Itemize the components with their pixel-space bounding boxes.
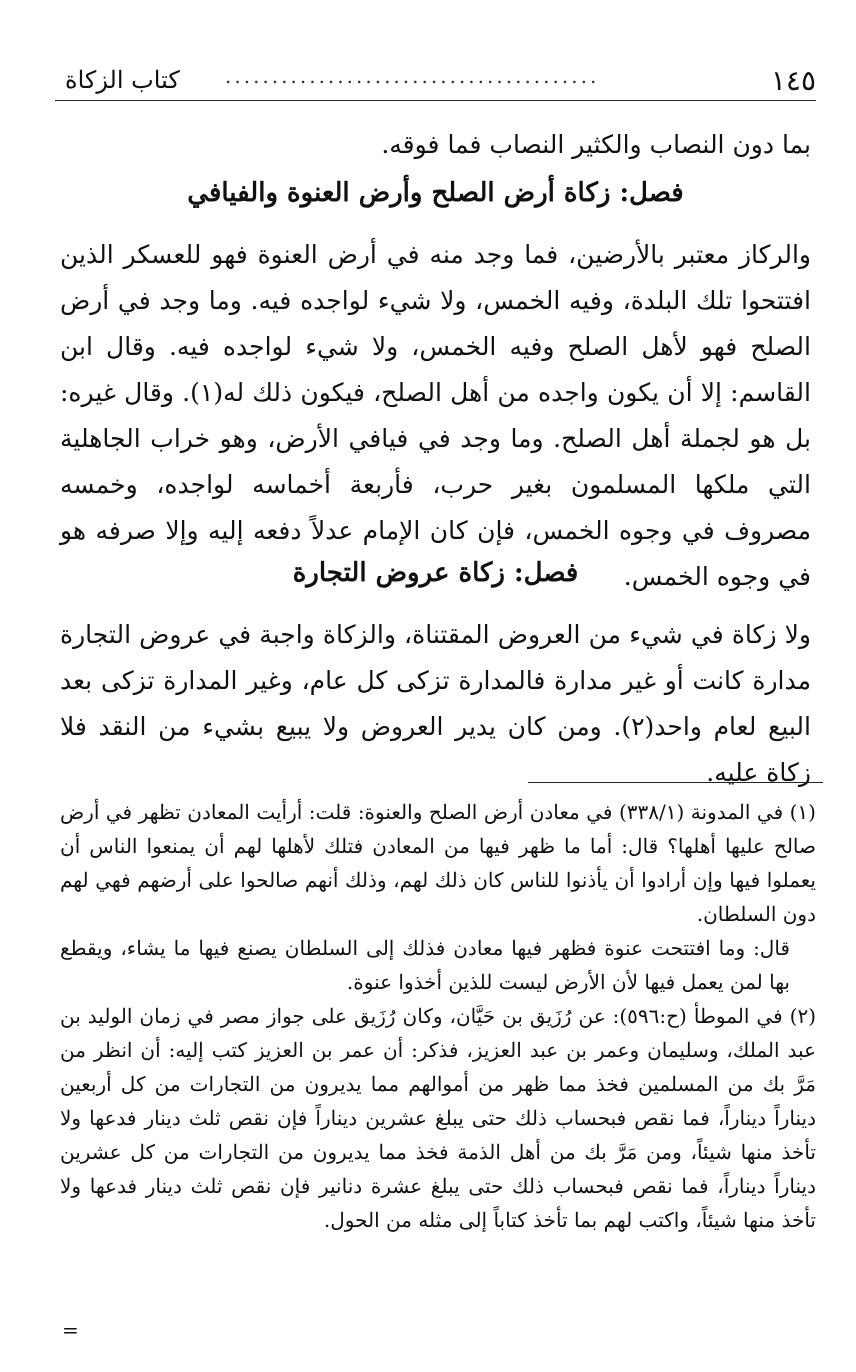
section-heading-land-zakat: فصل: زكاة أرض الصلح وأرض العنوة والفيافي (187, 178, 684, 208)
lead-paragraph (60, 122, 811, 168)
footnote-separator (528, 782, 823, 783)
footnote-2: (٢) في الموطأ (ح:٥٩٦): عن رُزَيق بن حَيَّان، وكان رُزَيق على جواز مصر في زمان الوليد بن عبد الملك، وسليمان وعمر بن عبد العزيز، فذكر: أن عمر بن العزيز كتب إليه: أن انظر من مَرَّ بك من المسلمين فخذ مما ظهر من أموالهم مما يديرون من التجارات من كل أربعين ديناراً ديناراً، فما نقص فبحساب ذلك حتى يبلغ عشرين ديناراً فإن نقص ثلث دينار فدعها ولا تأخذ منها شيئاً، ومن مَرَّ بك من أهل الذمة فخذ مما يديرون من التجارات من كل عشرين ديناراً ديناراً، فما نقص فبحساب ذلك حتى يبلغ عشرة دنانير فإن نقص ثلث دينار فدعها ولا تأخذ منها شيئاً، واكتب لهم بما تأخذ كتاباً إلى مثله من الحول. (60, 1004, 817, 1232)
page-header (55, 64, 816, 101)
lead-text: بما دون النصاب والكثير النصاب فما فوقه. (381, 130, 811, 159)
page-number: ١٤٥ (770, 64, 816, 97)
footnotes (60, 795, 816, 1237)
footnote-1: (١) في المدونة (٣٣٨/١) في معادن أرض الصلح والعنوة: قلت: أرأيت المعادن تظهر في أرض صالح عليها أهلها؟ قال: أما ما ظهر فيها من المعادن فتلك لأهلها لهم أن يمنعوا الناس أن يعملوا فيها وإن أرادوا أن يأذنوا للناس كان ذلك لهم، وذلك أنهم صالحوا على أرضهم فهي لهم دون السلطان. (60, 800, 816, 926)
section-body-trade-goods (60, 612, 811, 796)
section-body-land-zakat (60, 232, 811, 600)
section-heading-trade-goods: فصل: زكاة عروض التجارة (292, 558, 579, 588)
footnote-1-continued: قال: وما افتتحت عنوة فظهر فيها معادن فذلك إلى السلطان يصنع فيها ما يشاء، ويقطع بها لمن يعمل فيها لأن الأرض ليست للذين أخذوا عنوة. (60, 936, 790, 994)
continuation-mark: = (62, 1318, 79, 1342)
paragraph-text: والركاز معتبر بالأرضين، فما وجد منه في أرض العنوة فهو للعسكر الذين افتتحوا تلك البلدة، وفيه الخمس، ولا شيء لواجده فيه. وما وجد في أرض الصلح فهو لأهل الصلح وفيه الخمس، ولا شيء لواجده فيه. وقال ابن القاسم: إلا أن يكون واجده من أهل الصلح، فيكون ذلك له(١). وقال غيره: بل هو لجملة أهل الصلح. وما وجد في فيافي الأرض، وهو خراب الجاهلية التي ملكها المسلمون بغير حرب، فأربعة أخماسه لواجده، وخمسه مصروف في وجوه الخمس، فإن كان الإمام عدلاً دفعه إليه وإلا صرفه هو في وجوه الخمس. (60, 240, 811, 591)
paragraph-text: ولا زكاة في شيء من العروض المقتناة، والزكاة واجبة في عروض التجارة مدارة كانت أو غير مدارة فالمدارة تزكى كل عام، وغير المدارة تزكى بعد البيع لعام واحد(٢). ومن كان يدير العروض ولا يبيع بشيء من النقد فلا زكاة عليه. (60, 620, 811, 787)
book-title: كتاب الزكاة (65, 66, 180, 94)
header-leader-dots: ........................................ (225, 64, 600, 88)
